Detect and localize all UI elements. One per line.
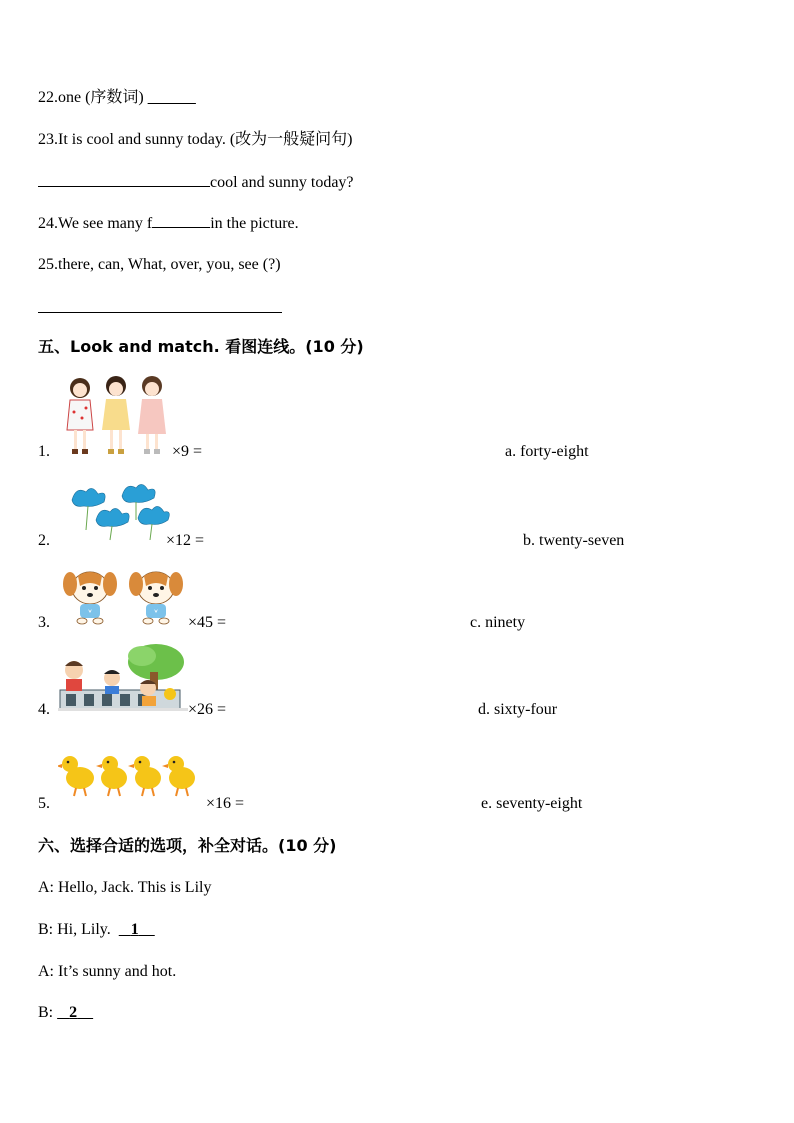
match-item-1-number: 1. [38, 443, 50, 460]
answer-blank[interactable] [38, 172, 210, 187]
dialog-line-3 [38, 962, 176, 982]
speaker: B: [38, 1004, 54, 1021]
question-text: one (序数词) [58, 89, 148, 106]
match-item-2-number: 2. [38, 532, 50, 549]
answer-blank[interactable] [38, 298, 282, 313]
question-text-a: We see many f [58, 215, 153, 232]
match-item-1-multiplier: ×9 = [172, 443, 203, 460]
match-item-5-number: 5. [38, 795, 50, 812]
blank-number: 2 [69, 1004, 78, 1021]
match-item-3-multiplier: ×45 = [188, 614, 227, 631]
question-number: 25. [38, 256, 58, 273]
match-answer-a[interactable]: a. forty-eight [505, 443, 589, 460]
dialog-line-2 [38, 920, 155, 940]
match-item-5-multiplier: ×16 = [206, 795, 245, 812]
dialog-text: It’s sunny and hot. [58, 963, 177, 980]
three-girls-picture [62, 372, 172, 458]
dialog-text: Hello, Jack. This is Lily [58, 879, 212, 896]
question-24 [38, 213, 299, 234]
match-answer-e[interactable]: e. seventy-eight [481, 795, 583, 812]
match-item-2-multiplier: ×12 = [166, 532, 205, 549]
question-22 [38, 88, 196, 108]
kids-and-tree-picture [58, 642, 188, 718]
question-25-answer-line [38, 298, 282, 319]
two-puppies-picture [60, 564, 188, 626]
dialog-line-1 [38, 878, 211, 898]
answer-blank[interactable]: ______ [147, 89, 196, 106]
question-23-answer-line [38, 172, 354, 193]
blue-flowers-picture [64, 480, 174, 542]
question-text-b: in the picture. [210, 215, 299, 232]
section-5-title: 五、Look and match. 看图连线。(10 分) [38, 337, 364, 356]
match-item-3-number: 3. [38, 614, 50, 631]
question-23 [38, 130, 353, 150]
question-number: 23. [38, 131, 58, 148]
dialog-text: Hi, Lily. [57, 921, 111, 938]
speaker: B: [38, 921, 54, 938]
dialog-line-4 [38, 1003, 93, 1023]
speaker: A: [38, 879, 54, 896]
speaker: A: [38, 963, 54, 980]
dialog-blank-1[interactable] [119, 921, 155, 938]
question-text: there, can, What, over, you, see (?) [58, 256, 281, 273]
question-text: It is cool and sunny today. (改为一般疑问句) [58, 131, 353, 148]
question-25 [38, 255, 281, 275]
answer-blank[interactable] [152, 213, 210, 228]
match-answer-c[interactable]: c. ninety [470, 614, 526, 631]
blank-number: 1 [130, 921, 139, 938]
match-item-4-number: 4. [38, 701, 50, 718]
answer-suffix: cool and sunny today? [210, 174, 354, 191]
four-ducks-picture [58, 750, 204, 798]
match-item-4-multiplier: ×26 = [188, 701, 227, 718]
dialog-blank-2[interactable] [57, 1004, 93, 1021]
question-number: 22. [38, 89, 58, 106]
section-6-title: 六、选择合适的选项，补全对话。(10 分) [38, 836, 337, 855]
match-answer-d[interactable]: d. sixty-four [478, 701, 558, 718]
match-answer-b[interactable]: b. twenty-seven [523, 532, 625, 549]
question-number: 24. [38, 215, 58, 232]
